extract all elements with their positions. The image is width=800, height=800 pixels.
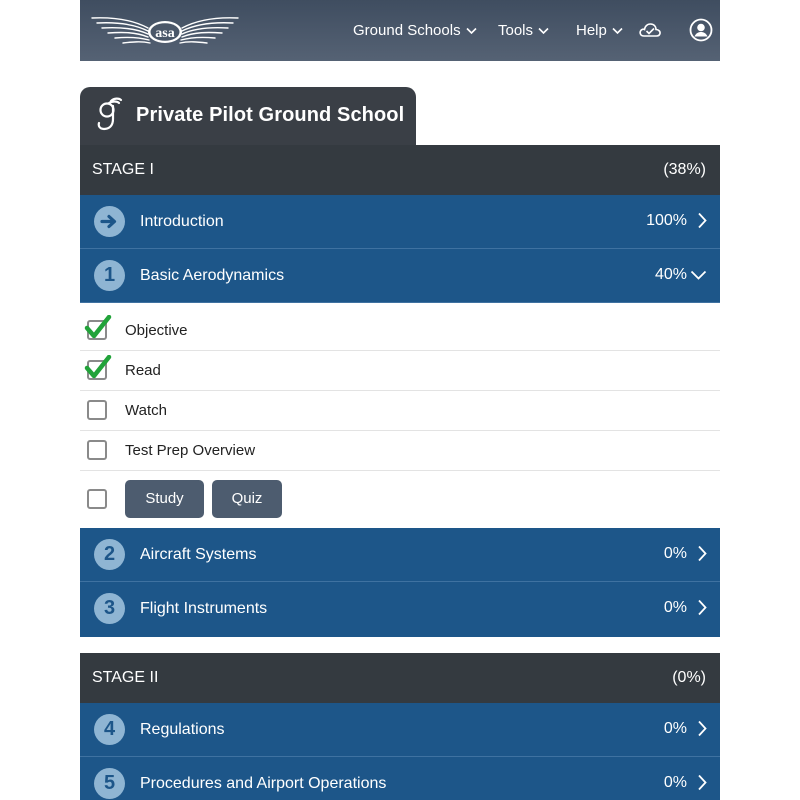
chevron-right-icon: [697, 599, 707, 616]
page-frame: [80, 0, 720, 800]
chevron-down-icon: [612, 27, 623, 35]
study-button[interactable]: Study: [125, 480, 204, 518]
task-label: Test Prep Overview: [125, 442, 256, 459]
nav-ground-schools[interactable]: [353, 20, 477, 42]
stage-header-1[interactable]: [80, 145, 720, 195]
logo-text: asa: [155, 26, 175, 41]
chevron-down-icon: [538, 27, 549, 35]
cloud-check-icon[interactable]: [638, 20, 662, 40]
task-checkbox[interactable]: [87, 489, 107, 509]
quiz-button[interactable]: Quiz: [212, 480, 282, 518]
chapter-progress: 40%: [654, 266, 687, 283]
chapter-progress: 0%: [663, 720, 687, 737]
chapter-number-badge: 2: [94, 539, 125, 570]
task-label: Read: [125, 362, 161, 379]
asa-wings-logo[interactable]: [88, 12, 242, 50]
course-title-tab: [80, 87, 416, 145]
chevron-right-icon: [697, 212, 707, 229]
task-checkbox[interactable]: [87, 440, 107, 460]
chapter-procedures-airport-operations[interactable]: [80, 757, 720, 800]
chevron-down-icon: [466, 27, 477, 35]
arrow-right-icon: [99, 211, 120, 232]
checkmark-icon[interactable]: [84, 315, 112, 341]
chapter-label: Regulations: [140, 721, 225, 738]
chapter-number-badge: 1: [94, 260, 125, 291]
nav-help[interactable]: [576, 20, 623, 42]
chapter-progress: 0%: [663, 599, 687, 616]
task-row-watch: [80, 391, 720, 431]
stage-name: STAGE I: [92, 161, 154, 178]
chevron-right-icon: [697, 545, 707, 562]
g-logo-icon: [94, 95, 124, 135]
stage-header-2[interactable]: [80, 653, 720, 703]
task-label: Watch: [125, 402, 167, 419]
chapter-introduction[interactable]: [80, 195, 720, 249]
task-row-test-prep-overview: [80, 431, 720, 471]
task-label: Objective: [125, 322, 188, 339]
chapter-label: Basic Aerodynamics: [140, 267, 285, 284]
chapter-number-badge: 4: [94, 714, 125, 745]
stage-progress: (0%): [672, 669, 706, 686]
stage-name: STAGE II: [92, 669, 159, 686]
stage-progress: (38%): [663, 161, 706, 178]
checkmark-icon[interactable]: [84, 355, 112, 381]
user-icon[interactable]: [689, 18, 713, 42]
chevron-down-icon: [690, 270, 707, 280]
chapter-label: Aircraft Systems: [140, 546, 257, 563]
chapter-aircraft-systems[interactable]: [80, 528, 720, 582]
chevron-right-icon: [697, 774, 707, 791]
course-title: Private Pilot Ground School: [136, 104, 405, 126]
task-row-objective: [80, 311, 720, 351]
chapter-arrow-badge: [94, 206, 125, 237]
nav-help-label: Help: [576, 22, 607, 39]
task-checkbox[interactable]: [87, 400, 107, 420]
nav-tools[interactable]: [498, 20, 549, 42]
task-row-read: [80, 351, 720, 391]
navbar: [80, 0, 720, 61]
chapter-number-badge: 3: [94, 593, 125, 624]
chapter-basic-aerodynamics[interactable]: [80, 249, 720, 303]
chapter-label: Procedures and Airport Operations: [140, 775, 387, 792]
chapter-progress: 0%: [663, 545, 687, 562]
chapter-label: Flight Instruments: [140, 600, 268, 617]
chevron-right-icon: [697, 720, 707, 737]
chapter-progress: 0%: [663, 774, 687, 791]
nav-ground-schools-label: Ground Schools: [353, 22, 461, 39]
chapter-regulations[interactable]: [80, 703, 720, 757]
chapter-progress: 100%: [646, 212, 687, 229]
chapter-label: Introduction: [140, 213, 224, 230]
nav-tools-label: Tools: [498, 22, 534, 39]
chapter-number-badge: 5: [94, 768, 125, 799]
chapter-flight-instruments[interactable]: [80, 582, 720, 637]
